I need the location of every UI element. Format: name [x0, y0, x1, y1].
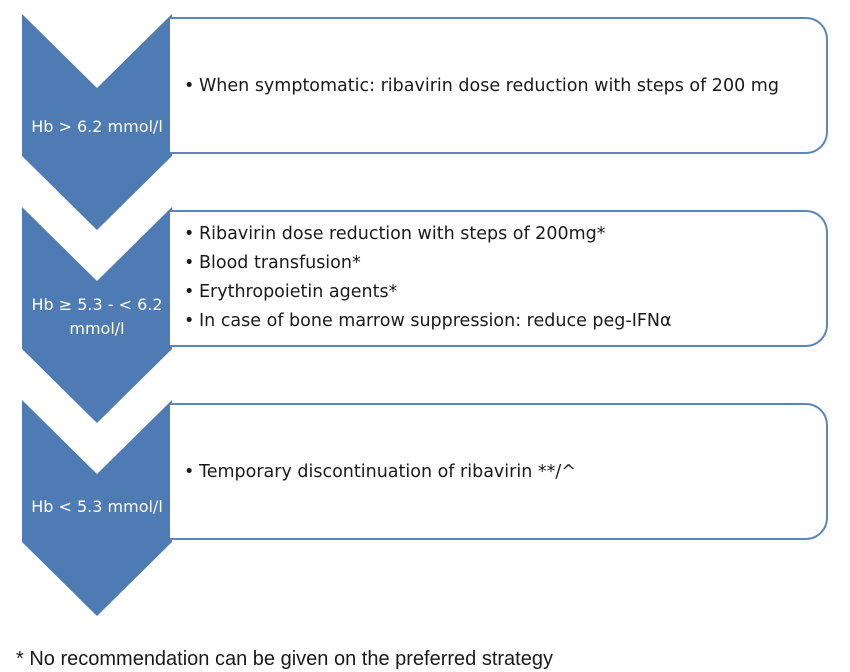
bullet-list	[184, 220, 816, 336]
recommendation-box	[170, 17, 828, 154]
recommendation-box	[170, 210, 828, 347]
bullet-item: • Temporary discontinuation of ribavirin **/^	[184, 462, 576, 482]
bullet-item: • In case of bone marrow suppression: reduce peg-IFNα	[184, 311, 672, 331]
bullet-list	[184, 72, 816, 101]
hb-threshold-label: Hb > 6.2 mmol/l	[31, 117, 163, 136]
bullet-item: • Ribavirin dose reduction with steps of 200mg*	[184, 224, 606, 244]
bullet-list	[184, 458, 816, 487]
bullet-item: • Erythropoietin agents*	[184, 282, 398, 302]
bullet-item: • Blood transfusion*	[184, 253, 361, 273]
hb-threshold-label: Hb < 5.3 mmol/l	[31, 497, 163, 516]
hb-threshold-label: Hb ≥ 5.3 - < 6.2 mmol/l	[31, 295, 163, 338]
footnote: * No recommendation can be given on the preferred strategy	[16, 648, 553, 670]
recommendation-box	[170, 403, 828, 540]
bullet-item: • When symptomatic: ribavirin dose reduction with steps of 200 mg	[184, 76, 779, 96]
